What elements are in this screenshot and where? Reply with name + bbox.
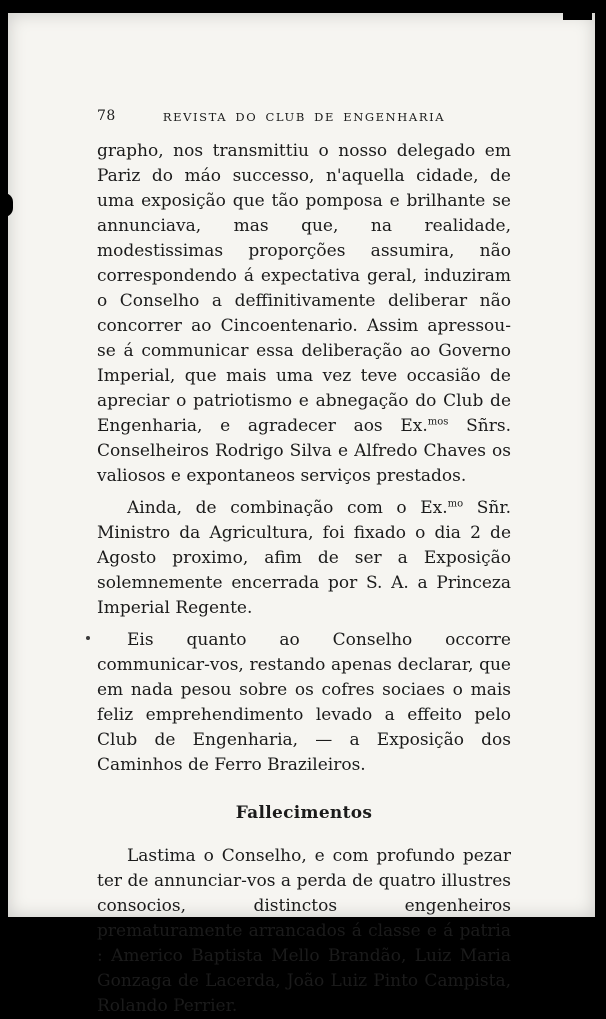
paragraph bbox=[97, 139, 511, 489]
page-number: 78 bbox=[97, 108, 116, 124]
text-run: Eis quanto ao Conselho occorre communicar-vos, restando apenas declarar, que em nada pesou sobre os cofres sociaes o mais feliz emprehendimento levado a effeito pelo Club de Engenharia, — a Exposição dos Caminhos de Ferro Brazileiros. bbox=[97, 630, 511, 775]
section-heading: Fallecimentos bbox=[235, 803, 373, 823]
text-run: Sñrs. Conselheiros Rodrigo Silva e Alfredo Chaves os valiosos e expontaneos serviços prestados. bbox=[97, 416, 511, 486]
paragraph bbox=[97, 628, 511, 778]
scan-artifact bbox=[563, 9, 592, 20]
superscript-abbreviation: mo bbox=[447, 498, 464, 510]
text-run: Lastima o Conselho, e com profundo pezar ter de annunciar-vos a perda de quatro illustres consocios, distinctos engenheiros prematuramente arrancados á classe e á patria : Americo Baptista Mello Brandão, Luiz Maria Gonzaga de Lacerda, João Luiz Pinto Campista, Rolando Perrier. bbox=[97, 846, 511, 1016]
running-header bbox=[97, 107, 511, 125]
journal-title: REVISTA DO CLUB DE ENGENHARIA bbox=[162, 110, 446, 124]
page-background bbox=[8, 13, 595, 1016]
scan-artifact bbox=[0, 193, 13, 217]
paragraph bbox=[97, 496, 511, 621]
scan-artifact bbox=[86, 636, 90, 640]
page-content bbox=[8, 13, 595, 1019]
text-run: Ainda, de combinação com o Ex. bbox=[127, 498, 448, 518]
superscript-abbreviation: mos bbox=[427, 416, 449, 428]
text-run: grapho, nos transmittiu o nosso delegado em Pariz do máo successo, n'aquella cidade, de uma exposição que tão pomposa e brilhante se annunciava, mas que, na realidade, modestissimas proporções assumira, não correspondendo á expectativa geral, induziram o Conselho a deffinitivamente deliberar não concorrer ao Cincoentenario. Assim apressou-se á communicar essa deliberação ao Governo Imperial, que mais uma vez teve occasião de apreciar o patriotismo e abnegação do Club de Engenharia, e agradecer aos Ex. bbox=[97, 141, 511, 436]
paragraph bbox=[97, 844, 511, 1019]
page-body bbox=[97, 139, 511, 1019]
text-run: Sñr. Ministro da Agricultura, foi fixado o dia 2 de Agosto proximo, afim de ser a Exposição solemnemente encerrada por S. A. a Princeza Imperial Regente. bbox=[97, 498, 511, 618]
